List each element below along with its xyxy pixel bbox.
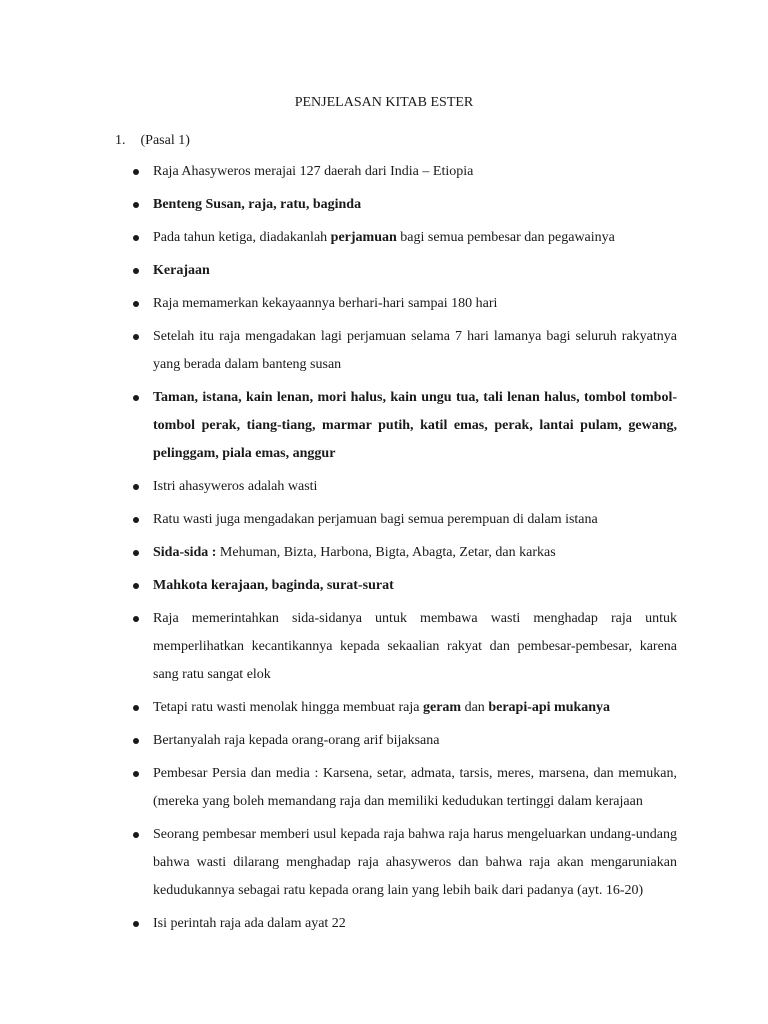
list-item-text: [153, 910, 677, 938]
list-item: [0, 473, 768, 501]
bold-text-segment: geram: [423, 700, 462, 715]
bullet-icon: [133, 268, 139, 274]
text-segment: dan: [461, 700, 489, 715]
bold-text-segment: Sida-sida :: [153, 545, 220, 560]
list-item-text: [153, 158, 677, 186]
list-item-text: [153, 760, 677, 816]
list-item-text: [153, 191, 677, 219]
list-item: [0, 694, 768, 722]
list-item: [0, 910, 768, 938]
list-item-text: [153, 605, 677, 689]
list-item: [0, 257, 768, 285]
chapter-label: (Pasal 1): [140, 133, 190, 148]
bold-text-segment: Benteng Susan, raja, ratu, baginda: [153, 197, 362, 212]
text-segment: Isi perintah raja ada dalam ayat 22: [153, 916, 346, 931]
list-item: [0, 821, 768, 905]
list-item: [0, 572, 768, 600]
bullet-icon: [133, 832, 139, 838]
list-item: [0, 158, 768, 186]
list-item-text: [153, 323, 677, 379]
list-item: [0, 224, 768, 252]
text-segment: Tetapi ratu wasti menolak hingga membuat raja: [153, 700, 423, 715]
text-segment: Seorang pembesar memberi usul kepada raja bahwa raja harus mengeluarkan undang-undang bahwa wasti dilarang menghadap raja ahasyweros dan bahwa raja akan mengaruniakan kedudukannya sebagai ratu kepada orang lain yang lebih baik dari padanya (ayt. 16-20): [153, 827, 677, 898]
list-item-text: [153, 572, 677, 600]
list-item-text: [153, 506, 677, 534]
text-segment: Bertanyalah raja kepada orang-orang arif bijaksana: [153, 733, 440, 748]
text-segment: Istri ahasyweros adalah wasti: [153, 479, 318, 494]
text-segment: Raja memerintahkan sida-sidanya untuk membawa wasti menghadap raja untuk memperlihatkan kecantikannya kepada sekaalian rakyat dan pembesar-pembesar, karena sang ratu sangat elok: [153, 611, 677, 682]
text-segment: Raja Ahasyweros merajai 127 daerah dari India – Etiopia: [153, 164, 474, 179]
text-segment: Raja memamerkan kekayaannya berhari-hari sampai 180 hari: [153, 296, 498, 311]
list-item-text: [153, 694, 677, 722]
bullet-icon: [133, 616, 139, 622]
bold-text-segment: berapi-api mukanya: [488, 700, 611, 715]
list-item: [0, 290, 768, 318]
bullet-icon: [133, 202, 139, 208]
list-number: 1.: [115, 133, 126, 148]
list-item: [0, 727, 768, 755]
list-item-text: [153, 384, 677, 468]
list-item-text: [153, 821, 677, 905]
bold-text-segment: Taman, istana, kain lenan, mori halus, kain ungu tua, tali lenan halus, tombol tombol-tombol perak, tiang-tiang, marmar putih, katil emas, perak, lantai pulam, gewang, pelinggam, piala emas, anggur: [153, 390, 677, 461]
list-item: [0, 506, 768, 534]
bullet-icon: [133, 771, 139, 777]
bullet-list: [0, 158, 768, 943]
text-segment: Ratu wasti juga mengadakan perjamuan bagi semua perempuan di dalam istana: [153, 512, 598, 527]
numbered-list-heading: [115, 131, 190, 151]
bullet-icon: [133, 169, 139, 175]
bullet-icon: [133, 235, 139, 241]
bullet-icon: [133, 705, 139, 711]
text-segment: Setelah itu raja mengadakan lagi perjamuan selama 7 hari lamanya bagi seluruh rakyatnya yang berada dalam banteng susan: [153, 329, 677, 372]
text-segment: Pada tahun ketiga, diadakanlah: [153, 230, 331, 245]
bullet-icon: [133, 517, 139, 523]
list-item: [0, 323, 768, 379]
bold-text-segment: perjamuan: [330, 230, 397, 245]
list-item: [0, 539, 768, 567]
bullet-icon: [133, 334, 139, 340]
list-item: [0, 384, 768, 468]
list-item: [0, 191, 768, 219]
bullet-icon: [133, 738, 139, 744]
text-segment: bagi semua pembesar dan pegawainya: [396, 230, 615, 245]
text-segment: Pembesar Persia dan media : Karsena, setar, admata, tarsis, meres, marsena, dan memukan, (mereka yang boleh memandang raja dan memiliki kedudukan tertinggi dalam kerajaan: [153, 766, 677, 809]
list-item: [0, 605, 768, 689]
bullet-icon: [133, 395, 139, 401]
list-item: [0, 760, 768, 816]
bold-text-segment: Mahkota kerajaan, baginda, surat-surat: [153, 578, 394, 593]
document-title: PENJELASAN KITAB ESTER: [294, 95, 474, 110]
bullet-icon: [133, 583, 139, 589]
bullet-icon: [133, 301, 139, 307]
list-item-text: [153, 290, 677, 318]
list-item-text: [153, 224, 677, 252]
text-segment: Mehuman, Bizta, Harbona, Bigta, Abagta, Zetar, dan karkas: [219, 545, 556, 560]
list-item-text: [153, 539, 677, 567]
list-item-text: [153, 727, 677, 755]
bold-text-segment: Kerajaan: [153, 263, 210, 278]
bullet-icon: [133, 550, 139, 556]
list-item-text: [153, 473, 677, 501]
bullet-icon: [133, 484, 139, 490]
bullet-icon: [133, 921, 139, 927]
list-item-text: [153, 257, 677, 285]
